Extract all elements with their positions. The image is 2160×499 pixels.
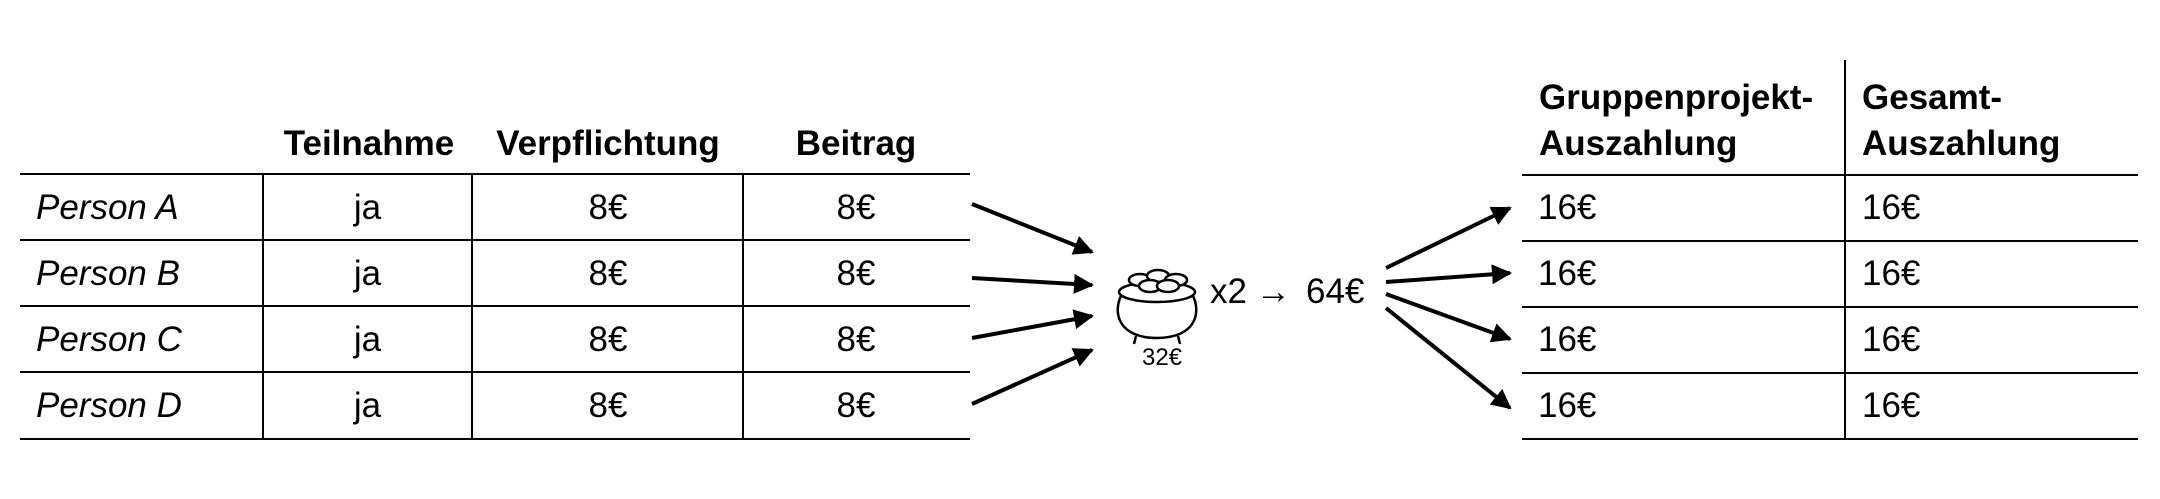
participation-cell: ja [353,188,382,227]
commitment-cell: 8€ [588,254,628,293]
contribution-cell: 8€ [836,320,876,359]
arrow-right-icon: → [1256,272,1291,311]
group-payout-cell: 16€ [1538,188,1597,227]
commitment-cell: 8€ [588,320,628,359]
multiplier-label: x2 [1210,272,1247,311]
person-label: Person C [36,320,182,359]
pot-of-coins-icon [1112,258,1202,346]
commitment-cell: 8€ [588,386,628,425]
table-line [1522,438,2138,440]
arrow-in-c [972,316,1092,338]
header-beitrag: Beitrag [795,124,917,163]
pot-result: 64€ [1306,272,1365,311]
contribution-cell: 8€ [836,386,876,425]
table-line [1522,372,2138,374]
table-line [1522,306,2138,308]
arrow-out-c [1386,294,1510,339]
arrow-out-a [1386,208,1510,268]
arrow-out-d [1386,308,1510,408]
header-gesamt-line1: Gesamt- [1862,78,2003,117]
column-divider [1844,60,1846,440]
header-gruppenprojekt-line2: Auszahlung [1539,124,1738,163]
total-payout-cell: 16€ [1862,188,1921,227]
contribution-cell: 8€ [836,254,876,293]
participation-cell: ja [353,320,382,359]
total-payout-cell: 16€ [1862,254,1921,293]
header-teilnahme: Teilnahme [283,124,455,163]
person-label: Person A [36,188,179,227]
total-payout-cell: 16€ [1862,320,1921,359]
participation-cell: ja [353,254,382,293]
header-gruppenprojekt-line1: Gruppenprojekt- [1539,78,1814,117]
pot-amount: 32€ [1141,344,1183,371]
header-gesamt-line2: Auszahlung [1862,124,2061,163]
person-label: Person B [36,254,180,293]
contribution-cell: 8€ [836,188,876,227]
person-label: Person D [36,386,182,425]
table-line [1522,240,2138,242]
total-payout-cell: 16€ [1862,386,1921,425]
participation-cell: ja [353,386,382,425]
group-payout-cell: 16€ [1538,320,1597,359]
arrow-out-b [1386,273,1510,282]
group-payout-cell: 16€ [1538,254,1597,293]
header-verpflichtung: Verpflichtung [496,124,720,163]
commitment-cell: 8€ [588,188,628,227]
arrow-in-a [972,204,1092,252]
table-line [1522,174,2138,176]
arrow-in-b [972,278,1092,285]
arrow-in-d [972,350,1092,404]
group-payout-cell: 16€ [1538,386,1597,425]
